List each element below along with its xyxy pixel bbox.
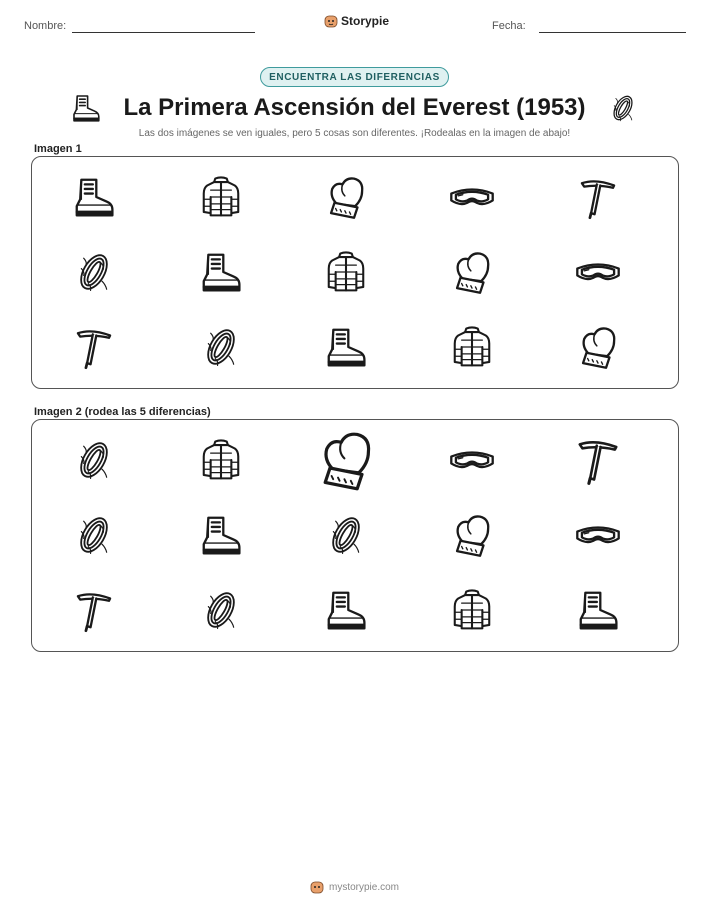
footer-logo-icon xyxy=(310,880,324,894)
goggles-icon xyxy=(449,174,495,220)
boot-icon xyxy=(71,174,117,220)
ice-axe-icon xyxy=(575,174,621,220)
title-rope-icon xyxy=(607,92,639,124)
footer xyxy=(0,880,709,894)
jacket-icon xyxy=(198,174,244,220)
rope-icon[interactable] xyxy=(71,512,117,558)
boot-icon[interactable] xyxy=(198,512,244,558)
ice-axe-icon xyxy=(71,324,117,370)
storypie-logo-icon xyxy=(324,14,338,28)
image2-panel[interactable] xyxy=(31,419,679,652)
jacket-icon xyxy=(323,249,369,295)
date-field-line[interactable] xyxy=(539,32,686,33)
boot-icon[interactable] xyxy=(323,587,369,633)
mitten-icon[interactable] xyxy=(314,428,378,492)
date-label: Fecha: xyxy=(492,20,526,32)
jacket-icon xyxy=(449,324,495,370)
jacket-icon[interactable] xyxy=(449,587,495,633)
page-title: La Primera Ascensión del Everest (1953) xyxy=(123,94,586,121)
mitten-icon xyxy=(575,324,621,370)
rope-icon[interactable] xyxy=(323,512,369,558)
ice-axe-icon[interactable] xyxy=(572,434,624,486)
image2-label: Imagen 2 (rodea las 5 diferencias) xyxy=(34,406,211,418)
rope-icon[interactable] xyxy=(198,587,244,633)
boot-icon xyxy=(198,249,244,295)
activity-badge: ENCUENTRA LAS DIFERENCIAS xyxy=(260,67,449,87)
goggles-icon[interactable] xyxy=(449,437,495,483)
mitten-icon[interactable] xyxy=(449,512,495,558)
instructions: Las dos imágenes se ven iguales, pero 5 cosas son diferentes. ¡Rodealas en la imagen de abajo! xyxy=(138,128,571,139)
brand-name: Storypie xyxy=(341,14,390,28)
rope-icon xyxy=(198,324,244,370)
rope-icon xyxy=(71,249,117,295)
boot-icon[interactable] xyxy=(575,587,621,633)
jacket-icon[interactable] xyxy=(198,437,244,483)
mitten-icon xyxy=(323,174,369,220)
brand xyxy=(324,14,389,28)
footer-site[interactable]: mystorypie.com xyxy=(328,881,399,893)
image1-panel xyxy=(31,156,679,389)
image1-label: Imagen 1 xyxy=(34,143,82,155)
boot-icon xyxy=(323,324,369,370)
name-field-line[interactable] xyxy=(72,32,255,33)
goggles-icon[interactable] xyxy=(575,512,621,558)
name-label: Nombre: xyxy=(24,20,67,32)
goggles-icon xyxy=(575,249,621,295)
ice-axe-icon[interactable] xyxy=(71,587,117,633)
rope-icon[interactable] xyxy=(71,437,117,483)
mitten-icon xyxy=(449,249,495,295)
